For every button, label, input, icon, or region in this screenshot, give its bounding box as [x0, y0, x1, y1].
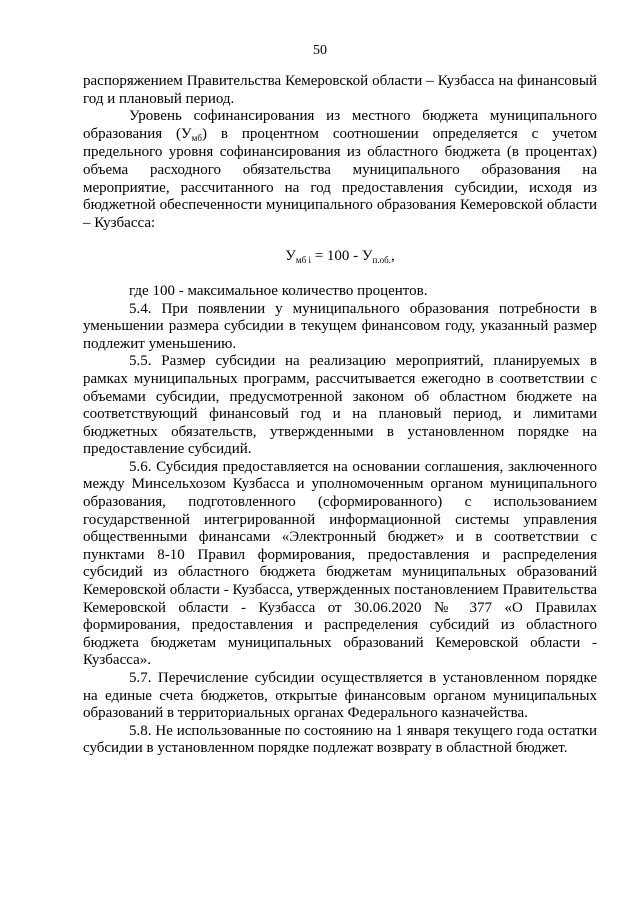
- paragraph-5-6: 5.6. Субсидия предоставляется на основании соглашения, заключенного между Минсельхозом Кузбасса и уполномоченным органом муниципального образования, подготовленного (сформированного) с использованием государственной интегрированной информационной системы управления общественными финансами «Электронный бюджет» и в соответствии с пунктами 8-10 Правил формирования, предоставления и распределения субсидий из областного бюджета бюджетам муниципальных образований Кемеровской области - Кузбасса, утвержденных постановлением Правительства Кемеровской области - Кузбасса от 30.06.2020 № 377 «О Правилах формирования, предоставления и распределения субсидий из областного бюджета бюджетам муниципальных образований Кемеровской области - Кузбасса».: [83, 458, 597, 669]
- formula-end: ,: [390, 248, 395, 265]
- paragraph-5-7: 5.7. Перечисление субсидии осуществляется в установленном порядке на единые счета бюджетов, открытые финансовым органом муниципальных образований в территориальных органах Федерального казначейства.: [83, 670, 597, 722]
- paragraph-cofinancing-text-b: ) в процентном соотношении определяется с учетом предельного уровня софинансирования из областного бюджета (в процентах) объема расходного обязательства муниципального образования на мероприятие, рассчитанного на год предоставления субсидии, исходя из бюджетной обеспеченности муниципального образования Кемеровской области – Кузбасса:: [83, 125, 597, 231]
- formula-lhs-subscript: мб i: [295, 255, 311, 266]
- paragraph-5-4: 5.4. При появлении у муниципального образования потребности в уменьшении размера субсидии в текущем финансовом году, указанный размер подлежит уменьшению.: [83, 300, 597, 352]
- document-body: [83, 73, 597, 758]
- paragraph-5-8: 5.8. Не использованные по состоянию на 1 января текущего года остатки субсидии в установленном порядке подлежат возврату в областной бюджет.: [83, 722, 597, 757]
- page-number: 50: [313, 43, 327, 58]
- formula-rhs-subscript: п.об.: [372, 255, 391, 266]
- paragraph-continuation: распоряжением Правительства Кемеровской области – Кузбасса на финансовый год и плановый период.: [83, 73, 597, 107]
- paragraph-cofinancing-text-a: Уровень софинансирования из местного бюджета муниципального образования (У: [83, 108, 597, 142]
- paragraph-cofinancing-level: [83, 108, 597, 232]
- formula-middle: = 100 - У: [310, 248, 373, 265]
- formula-lhs: У: [285, 248, 296, 265]
- paragraph-cofinancing-subscript: мб: [191, 132, 202, 143]
- paragraph-max-percent: где 100 - максимальное количество процентов.: [129, 282, 428, 299]
- formula: [83, 248, 597, 267]
- paragraph-5-5: 5.5. Размер субсидии на реализацию мероприятий, планируемых в рамках муниципальных программ, рассчитывается ежегодно в соответствии с объемами субсидии, предусмотренной законом об областном бюджете на соответствующий финансовый год и на плановый период, и лимитами бюджетных обязательств, утвержденными в установленном порядке на предоставление субсидий.: [83, 353, 597, 458]
